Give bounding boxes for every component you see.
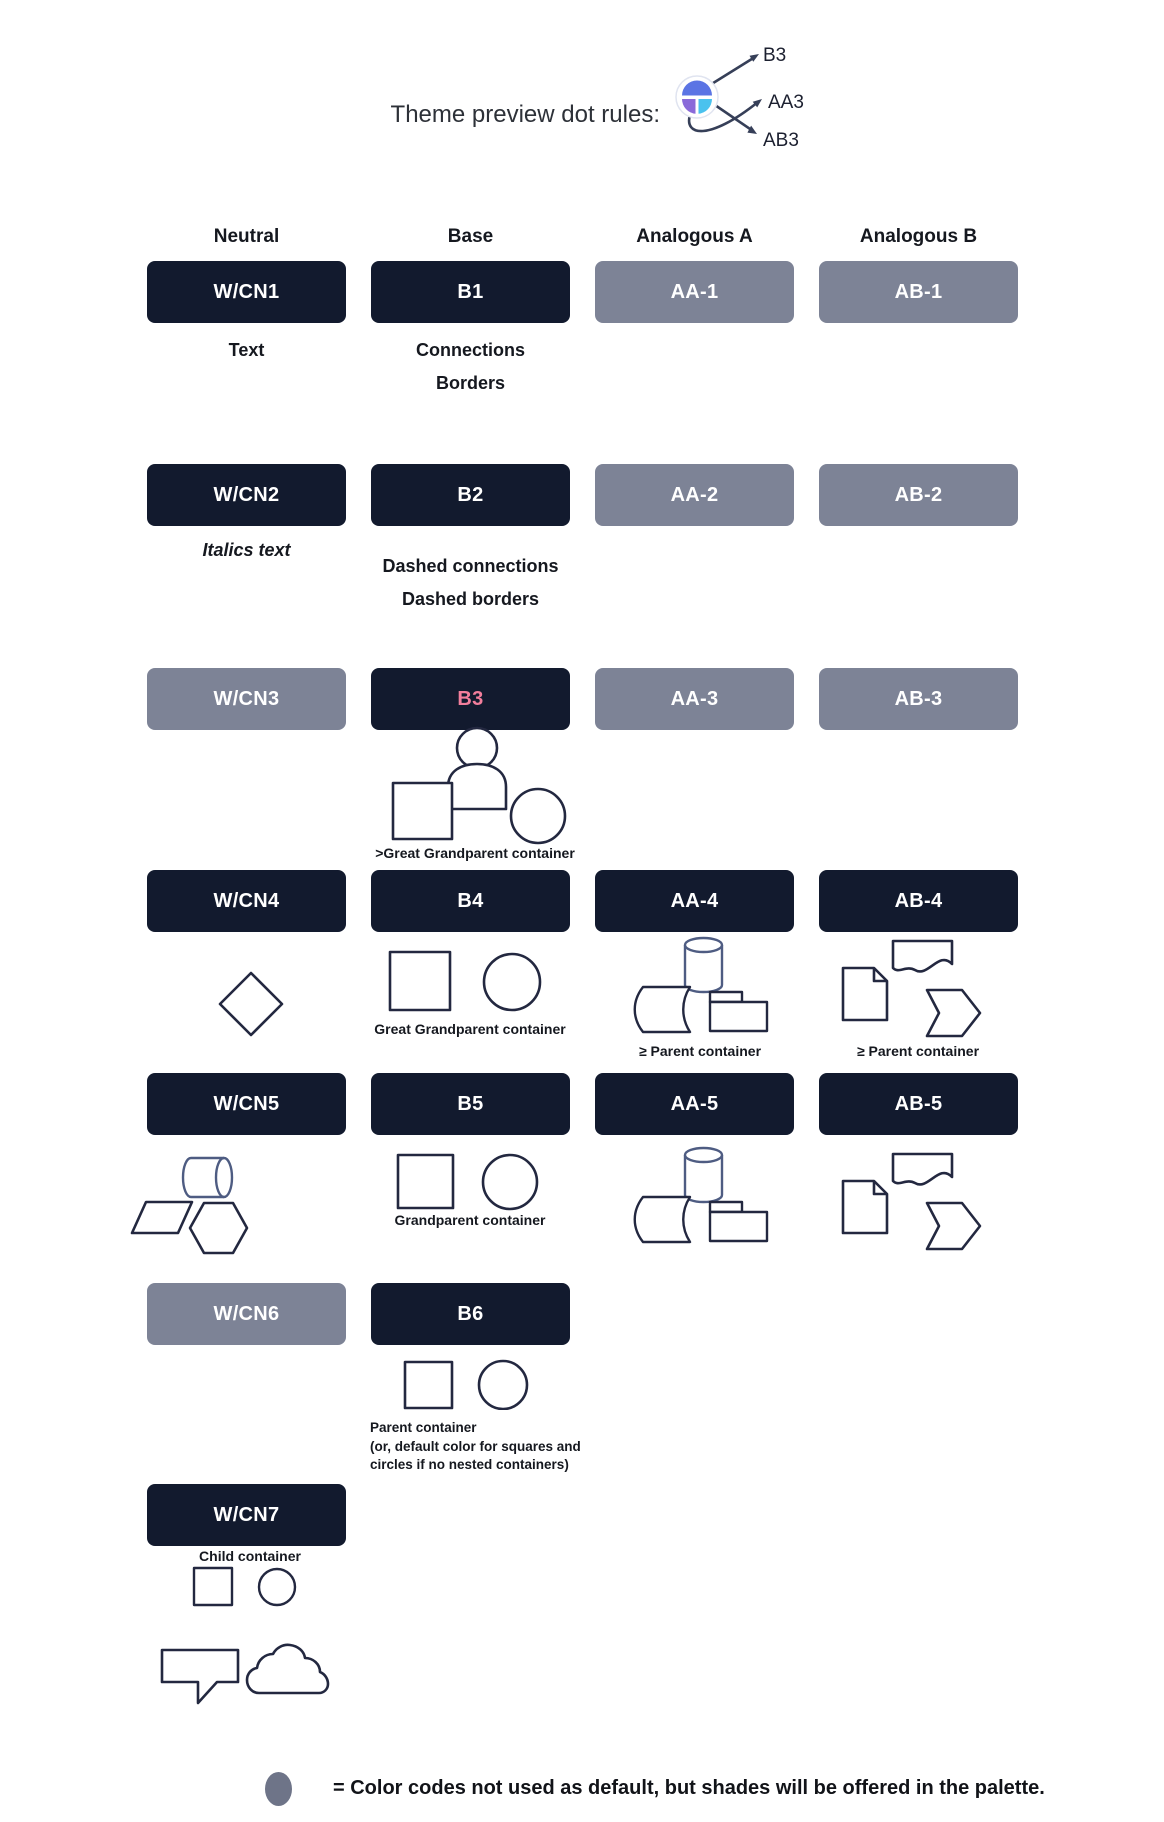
swatch-wcn2 bbox=[147, 464, 346, 526]
circle-icon bbox=[483, 1155, 537, 1209]
swatch-label: W/CN6 bbox=[213, 1302, 280, 1325]
document-icon bbox=[843, 968, 887, 1020]
page-title: Theme preview dot rules: bbox=[390, 101, 660, 128]
caption-italics-text: Italics text bbox=[202, 540, 291, 560]
swatch-ab2 bbox=[819, 464, 1018, 526]
square-icon bbox=[194, 1568, 232, 1605]
swatch-wcn4 bbox=[147, 870, 346, 932]
swatch-label: AB-2 bbox=[894, 483, 943, 506]
caption-grandparent: Grandparent container bbox=[394, 1212, 546, 1228]
square-circle-shapes bbox=[400, 1358, 535, 1410]
swatch-ab3 bbox=[819, 668, 1018, 730]
swatch-label: B1 bbox=[457, 280, 484, 303]
swatch-label: B3 bbox=[457, 687, 484, 710]
caption-great-grandparent: Great Grandparent container bbox=[374, 1021, 566, 1037]
parallelogram-icon bbox=[132, 1202, 192, 1233]
chevron-icon bbox=[927, 1203, 980, 1249]
cloud-icon bbox=[247, 1645, 328, 1693]
square-icon bbox=[405, 1362, 452, 1408]
swatch-label: B5 bbox=[457, 1092, 484, 1115]
swatch-aa3 bbox=[595, 668, 794, 730]
swatch-label: AA-1 bbox=[670, 280, 719, 303]
person-square-circle-shapes bbox=[385, 723, 570, 847]
swatch-wcn7 bbox=[147, 1484, 346, 1546]
wavy-tape-icon bbox=[893, 941, 952, 971]
swatch-label: AB-5 bbox=[894, 1092, 943, 1115]
caption-parent-b6 bbox=[370, 1419, 650, 1475]
circle-icon bbox=[479, 1361, 527, 1409]
swatch-label: AA-3 bbox=[670, 687, 719, 710]
swatch-aa1 bbox=[595, 261, 794, 323]
caption-parent-b6-line3: circles if no nested containers) bbox=[370, 1457, 569, 1472]
card-tab-icon bbox=[710, 992, 742, 1002]
caption-text: Text bbox=[228, 340, 265, 360]
swatch-b3 bbox=[371, 668, 570, 730]
swatch-wcn6 bbox=[147, 1283, 346, 1345]
swatch-label: W/CN5 bbox=[213, 1092, 280, 1115]
person-body-icon bbox=[448, 764, 506, 809]
swatch-wcn3 bbox=[147, 668, 346, 730]
swatch-label: W/CN1 bbox=[213, 280, 280, 303]
swatch-ab5 bbox=[819, 1073, 1018, 1135]
caption-parent-ab: ≥ Parent container bbox=[856, 1043, 980, 1059]
swatch-label: B2 bbox=[457, 483, 484, 506]
swatch-label: W/CN2 bbox=[213, 483, 280, 506]
wavy-tape-icon bbox=[893, 1154, 952, 1184]
caption-parent-b6-line1: Parent container bbox=[370, 1420, 477, 1435]
caption-dashed-connections: Dashed connections bbox=[382, 556, 559, 576]
circle-icon bbox=[259, 1569, 295, 1605]
swatch-label: AA-4 bbox=[670, 889, 719, 912]
person-head-icon bbox=[457, 728, 497, 768]
swatch-aa2 bbox=[595, 464, 794, 526]
swatch-b4 bbox=[371, 870, 570, 932]
swatch-label: AB-1 bbox=[894, 280, 943, 303]
swatch-b2 bbox=[371, 464, 570, 526]
document-cluster-shapes bbox=[838, 1148, 983, 1253]
hexagon-icon bbox=[190, 1203, 247, 1253]
speech-bubble-cloud-shapes bbox=[155, 1642, 335, 1710]
caption-connections: Connections bbox=[415, 340, 525, 360]
column-header-analogous-b: Analogous B bbox=[859, 226, 978, 247]
swatch-label: W/CN4 bbox=[213, 889, 280, 912]
footer-note: = Color codes not used as default, but shades will be offered in the palette. bbox=[333, 1777, 1045, 1799]
stored-data-icon bbox=[635, 1197, 690, 1242]
swatch-label: AB-4 bbox=[894, 889, 943, 912]
database-cluster-shapes bbox=[625, 933, 775, 1038]
database-cluster-shapes bbox=[625, 1143, 775, 1248]
cylinder-parallelogram-hexagon-shapes bbox=[125, 1150, 255, 1260]
square-circle-shapes bbox=[388, 948, 543, 1014]
card-tab-icon bbox=[710, 1202, 742, 1212]
square-circle-shapes bbox=[190, 1564, 300, 1612]
swatch-label: AA-2 bbox=[670, 483, 719, 506]
swatch-b5 bbox=[371, 1073, 570, 1135]
card-icon bbox=[710, 1002, 767, 1031]
dot-label-b3: B3 bbox=[763, 45, 787, 66]
swatch-aa4 bbox=[595, 870, 794, 932]
card-icon bbox=[710, 1212, 767, 1241]
column-header-neutral: Neutral bbox=[213, 226, 280, 247]
caption-borders: Borders bbox=[435, 373, 506, 393]
caption-child-container: Child container bbox=[199, 1548, 301, 1564]
circle-icon bbox=[511, 789, 565, 843]
swatch-label: AA-5 bbox=[670, 1092, 719, 1115]
circle-icon bbox=[484, 954, 540, 1010]
swatch-label: AB-3 bbox=[894, 687, 943, 710]
swatch-wcn5 bbox=[147, 1073, 346, 1135]
swatch-aa5 bbox=[595, 1073, 794, 1135]
arrowheads bbox=[747, 54, 762, 134]
swatch-label: W/CN3 bbox=[213, 687, 280, 710]
dot-label-aa3: AA3 bbox=[768, 92, 804, 113]
footer-dot-icon bbox=[265, 1772, 292, 1806]
column-header-base: Base bbox=[447, 226, 494, 247]
caption-great-grandparent-gt: >Great Grandparent container bbox=[375, 845, 575, 861]
horizontal-cylinder-icon bbox=[183, 1158, 232, 1197]
swatch-label: W/CN7 bbox=[213, 1503, 280, 1526]
diamond-shape bbox=[217, 970, 285, 1038]
dot-label-ab3: AB3 bbox=[763, 130, 799, 151]
swatch-ab4 bbox=[819, 870, 1018, 932]
swatch-b1 bbox=[371, 261, 570, 323]
speech-bubble-icon bbox=[162, 1650, 238, 1703]
swatch-wcn1 bbox=[147, 261, 346, 323]
document-cluster-shapes bbox=[838, 935, 983, 1040]
swatch-ab1 bbox=[819, 261, 1018, 323]
chevron-icon bbox=[927, 990, 980, 1036]
square-icon bbox=[393, 783, 452, 839]
square-circle-shapes bbox=[395, 1150, 545, 1212]
document-icon bbox=[843, 1181, 887, 1233]
swatch-b6 bbox=[371, 1283, 570, 1345]
square-icon bbox=[398, 1155, 453, 1208]
column-header-analogous-a: Analogous A bbox=[636, 226, 753, 247]
square-icon bbox=[390, 952, 450, 1010]
caption-dashed-borders: Dashed borders bbox=[401, 589, 540, 609]
swatch-label: B6 bbox=[457, 1302, 484, 1325]
caption-parent-aa: ≥ Parent container bbox=[638, 1043, 762, 1059]
stored-data-icon bbox=[635, 987, 690, 1032]
theme-preview-dot-icon bbox=[660, 30, 775, 155]
swatch-label: B4 bbox=[457, 889, 484, 912]
caption-parent-b6-line2: (or, default color for squares and bbox=[370, 1438, 581, 1454]
